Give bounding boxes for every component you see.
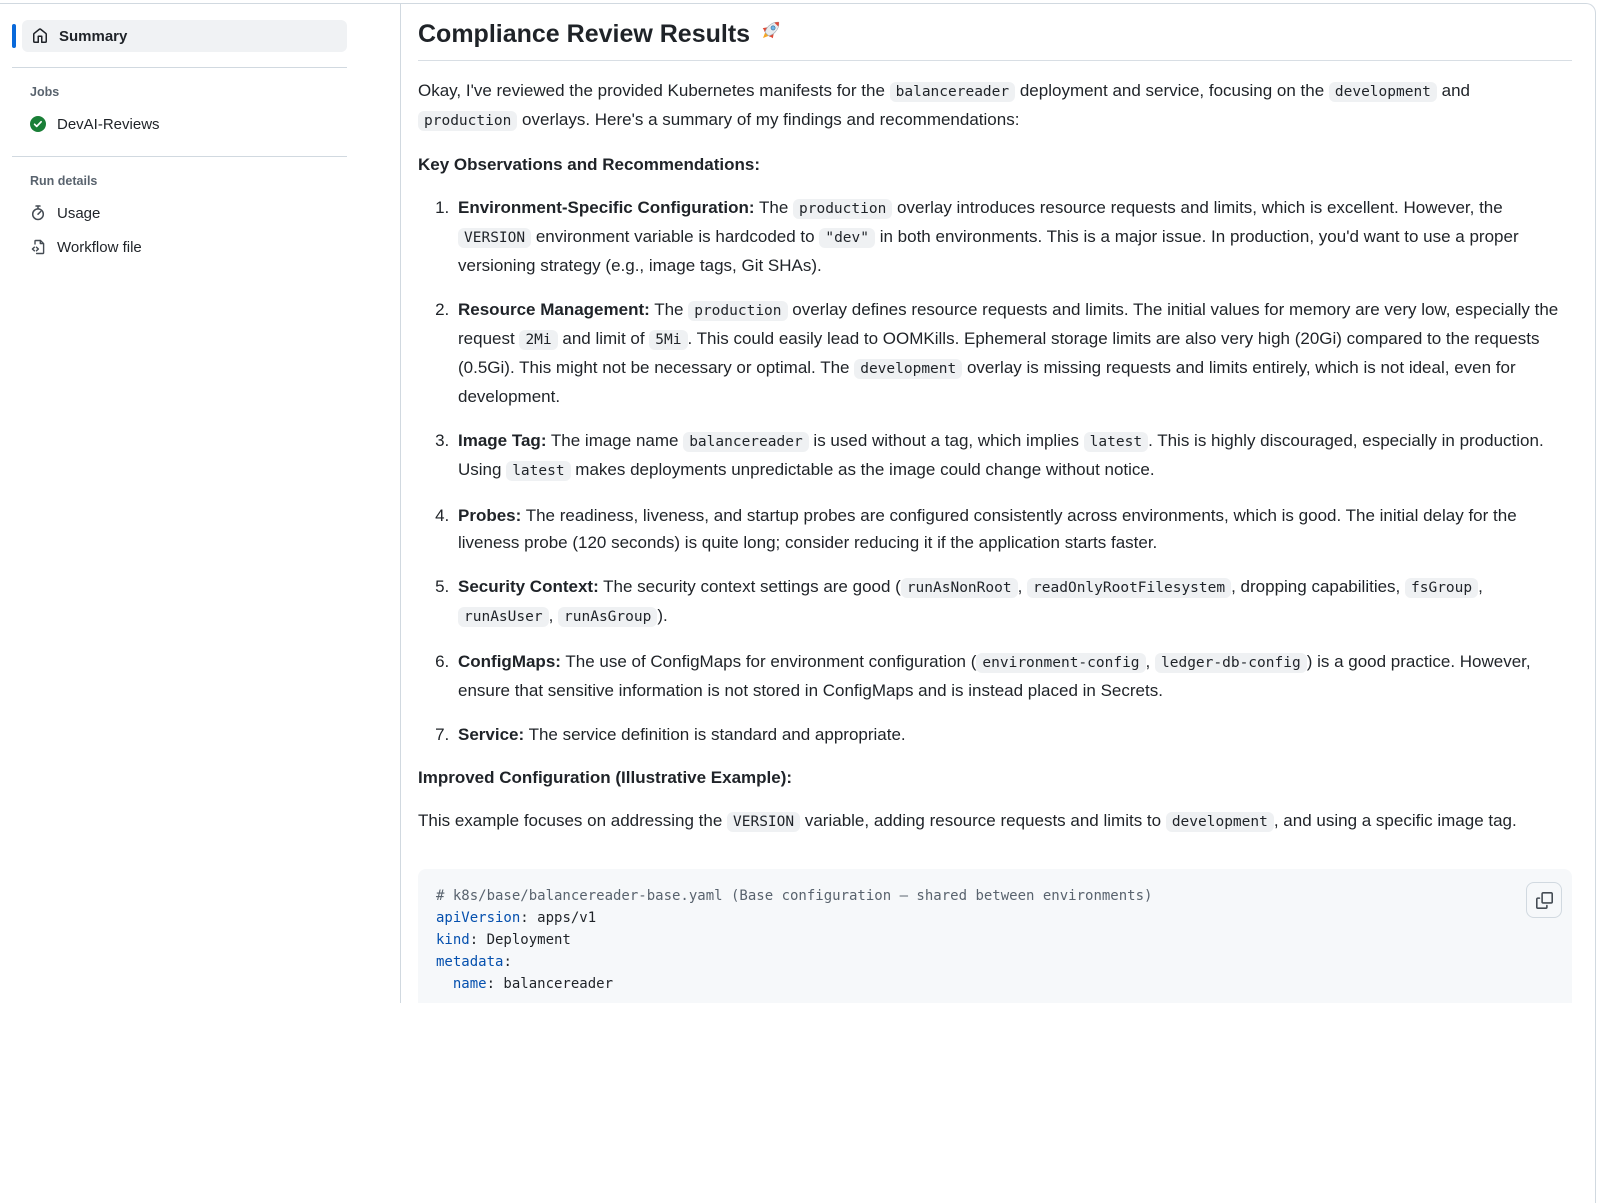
code-line: # k8s/base/balancereader-base.yaml (Base configuration — shared between environments) <box>436 888 1153 904</box>
inline-code: development <box>854 359 962 379</box>
code-line: name: balancereader <box>452 976 614 992</box>
sidebar-divider <box>12 67 347 68</box>
inline-code: latest <box>506 461 570 481</box>
run-summary-content <box>402 4 1596 1003</box>
run-sidebar <box>0 4 401 1003</box>
improved-config-heading: Improved Configuration (Illustrative Example): <box>418 768 793 787</box>
intro-paragraph: Okay, I've reviewed the provided Kubernetes manifests for the balancereader deployment and service, focusing on the development and production overlays. Here's a summary of my findings and recommendations: <box>418 81 1470 129</box>
inline-code: runAsNonRoot <box>901 578 1018 598</box>
observation-item: 6. ConfigMaps: The use of ConfigMaps for environment configuration ( environment-config , ledger-db-config ) is a good practice. However, ensure that sensitive information is not stored in ConfigMaps and is instead placed in Secrets. <box>454 648 1572 704</box>
observation-item: 5. Security Context: The security context settings are good ( runAsNonRoot , readOnlyRootFilesystem , dropping capabilities, fsGroup , runAsUser , runAsGroup ). <box>454 573 1572 631</box>
home-icon <box>32 28 48 44</box>
observation-item: 4. Probes: The readiness, liveness, and startup probes are configured consistently across environments, which is good. The initial delay for the liveness probe (120 seconds) is quite long; consider reducing it if the application starts faster. <box>454 502 1572 556</box>
selected-indicator <box>12 24 16 48</box>
sidebar-item-usage[interactable] <box>30 196 330 230</box>
run-details-section-header: Run details <box>30 174 98 188</box>
inline-code: development <box>1329 82 1437 102</box>
inline-code: production <box>793 199 892 219</box>
sidebar-item-job-devai-reviews[interactable] <box>30 107 330 141</box>
markdown-body <box>418 77 1572 1003</box>
observation-item: 3. Image Tag: The image name balancereader is used without a tag, which implies latest . This is highly discouraged, especially in production. Using latest makes deployments unpredictable as the image could change without notice. <box>454 427 1572 485</box>
observation-item: 1. Environment-Specific Configuration: The production overlay introduces resource requests and limits, which is excellent. However, the VERSION environment variable is hardcoded to "dev" in both environments. This is a major issue. In production, you'd want to use a proper versioning strategy (e.g., image tags, Git SHAs). <box>454 194 1572 279</box>
inline-code: "dev" <box>819 228 875 248</box>
sidebar-divider <box>12 156 347 157</box>
page-title-text: Compliance Review Results <box>418 19 751 48</box>
file-code-icon <box>30 239 46 255</box>
inline-code: ledger-db-config <box>1155 653 1307 673</box>
jobs-section-header: Jobs <box>30 85 60 99</box>
run-details-item-label: Usage <box>57 204 101 222</box>
run-details-item-label: Workflow file <box>57 238 142 256</box>
inline-code: 2Mi <box>519 330 557 350</box>
inline-code: 5Mi <box>649 330 687 350</box>
page-title <box>418 17 1572 61</box>
observations-list <box>418 194 1572 748</box>
inline-code: production <box>688 301 787 321</box>
job-name-label: DevAI-Reviews <box>57 115 160 133</box>
inline-code: production <box>418 111 517 131</box>
code-line: apiVersion: apps/v1 <box>436 910 597 926</box>
stopwatch-icon <box>30 205 46 221</box>
inline-code: environment-config <box>976 653 1145 673</box>
example-intro-paragraph: This example focuses on addressing the VERSION variable, adding resource requests and limits to development , and using a specific image tag. <box>418 811 1517 830</box>
inline-code: VERSION <box>727 812 800 832</box>
inline-code: fsGroup <box>1405 578 1478 598</box>
copy-icon <box>1536 892 1553 909</box>
observation-item: 2. Resource Management: The production overlay defines resource requests and limits. The initial values for memory are very low, especially the request 2Mi and limit of 5Mi . This could easily lead to OOMKills. Ephemeral storage limits are also very high (20Gi) compared to the requests (0.5Gi). This might not be necessary or optimal. The development overlay is missing requests and limits entirely, which is not ideal, even for development. <box>454 296 1572 410</box>
inline-code: latest <box>1084 432 1148 452</box>
sidebar-item-workflow-file[interactable] <box>30 230 330 264</box>
inline-code: VERSION <box>458 228 531 248</box>
check-circle-icon <box>30 116 46 132</box>
inline-code: development <box>1166 812 1274 832</box>
code-line: kind: Deployment <box>436 932 571 948</box>
inline-code: balancereader <box>683 432 809 452</box>
inline-code: balancereader <box>890 82 1016 102</box>
code-line: metadata: <box>436 954 512 970</box>
copy-code-button[interactable] <box>1526 882 1562 918</box>
sidebar-item-summary[interactable] <box>22 20 347 52</box>
yaml-code-block <box>418 869 1572 1003</box>
observation-item: 7. Service: The service definition is standard and appropriate. <box>454 721 1572 748</box>
inline-code: readOnlyRootFilesystem <box>1027 578 1231 598</box>
inline-code: runAsUser <box>458 607 549 627</box>
sidebar-item-label: Summary <box>59 27 128 45</box>
inline-code: runAsGroup <box>558 607 657 627</box>
observations-heading: Key Observations and Recommendations: <box>418 155 760 174</box>
rocket-emoji <box>758 17 784 51</box>
code-lines <box>436 885 1516 995</box>
